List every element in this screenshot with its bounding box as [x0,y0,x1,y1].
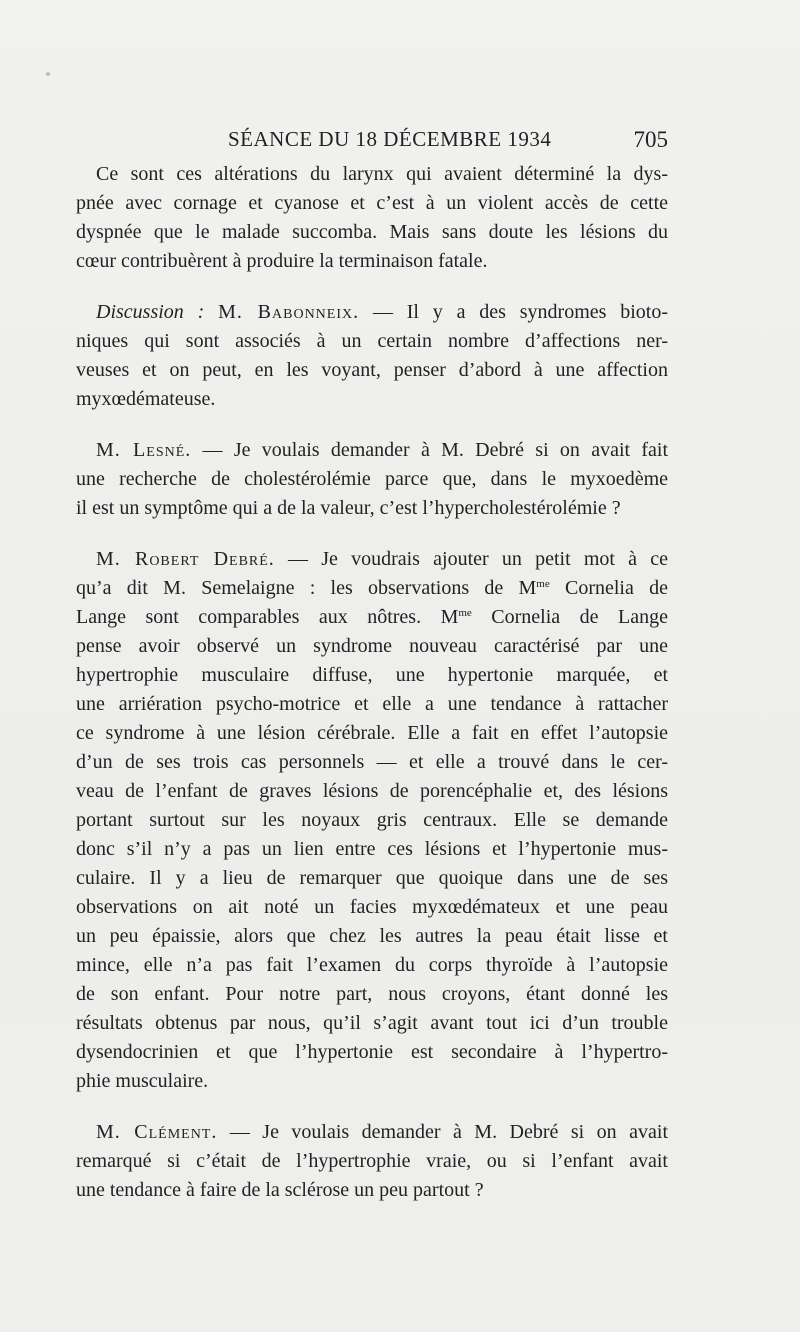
text-fragment: — Je voulais demander à M. Debré si on avait fait [191,439,669,461]
speaker-name: M. Robert Debré. [96,548,275,570]
superscript: me [536,578,550,590]
text-fragment: Cornelia de Lange [471,606,668,628]
text-line: de son enfant. Pour notre part, nous croyons, étant donné les [76,983,668,1005]
text-line: phie musculaire. [76,1070,209,1092]
text-fragment: Lange sont comparables aux nôtres. M [76,606,459,628]
paragraph-lesne [76,436,668,523]
text-line: mince, elle n’a pas fait l’examen du corps thyroïde à l’autopsie [76,954,668,976]
text-line: myxœdémateuse. [76,388,216,410]
text-fragment: Cornelia de [549,577,669,599]
text-line: Ce sont ces altérations du larynx qui avaient déterminé la dys- [96,163,668,185]
text-line: hypertrophie musculaire diffuse, une hypertonie marquée, et [76,664,668,686]
speaker-name: M. Babonneix. [218,301,360,323]
text-line: ce syndrome à une lésion cérébrale. Elle a fait en effet l’autopsie [76,722,668,744]
discussion-label: Discussion : [96,301,205,323]
paragraph-clement [76,1118,668,1205]
paragraph-debre [76,545,668,1096]
text-line: portant surtout sur les noyaux gris centraux. Elle se demande [76,809,668,831]
text-fragment: — Il y a des syndromes bioto- [359,301,668,323]
text-line: une recherche de cholestérolémie parce que, dans le myxoedème [76,468,668,490]
running-header [228,127,668,157]
paragraph-1 [76,160,668,276]
text-line [76,298,668,327]
text-line: pense avoir observé un syndrome nouveau caractérisé par une [76,635,668,657]
text-line: pnée avec cornage et cyanose et c’est à un violent accès de cette [76,192,668,214]
text-fragment: — Je voudrais ajouter un petit mot à ce [274,548,668,570]
body-text [76,160,668,1227]
text-line: cœur contribuèrent à produire la terminaison fatale. [76,250,488,272]
print-speck [46,72,50,76]
text-line: dyspnée que le malade succomba. Mais sans doute les lésions du [76,221,668,243]
text-fragment: — Je voulais demander à M. Debré si on avait [217,1121,668,1143]
text-line [76,545,668,574]
text-line: remarqué si c’était de l’hypertrophie vraie, ou si l’enfant avait [76,1150,668,1172]
text-line: veuses et on peut, en les voyant, penser d’abord à une affection [76,359,668,381]
text-line [76,1118,668,1147]
text-line [76,574,668,603]
speaker-name: M. Lesné. [96,439,192,461]
text-line: il est un symptôme qui a de la valeur, c’est l’hypercholestérolémie ? [76,497,621,519]
text-line: un peu épaissie, alors que chez les autres la peau était lisse et [76,925,668,947]
header-title: SÉANCE DU 18 DÉCEMBRE 1934 [228,127,552,151]
text-line: résultats obtenus par nous, qu’il s’agit avant tout ici d’un trouble [76,1012,668,1034]
text-line: une tendance à faire de la sclérose un peu partout ? [76,1179,484,1201]
text-line: donc s’il n’y a pas un lien entre ces lésions et l’hypertonie mus- [76,838,668,860]
speaker-name: M. Clément. [96,1121,218,1143]
text-line: culaire. Il y a lieu de remarquer que quoique dans une de ses [76,867,668,889]
superscript: me [458,607,472,619]
text-line: observations on ait noté un facies myxœdémateux et une peau [76,896,668,918]
text-fragment: qu’a dit M. Semelaigne : les observations de M [76,577,537,599]
text-line: une arriération psycho-motrice et elle a une tendance à rattacher [76,693,668,715]
text-line: niques qui sont associés à un certain nombre d’affections ner- [76,330,668,352]
text-line: veau de l’enfant de graves lésions de porencéphalie et, des lésions [76,780,668,802]
text-line: dysendocrinien et que l’hypertonie est secondaire à l’hypertro- [76,1041,668,1063]
text-line: d’un de ses trois cas personnels — et elle a trouvé dans le cer- [76,751,668,773]
paragraph-discussion [76,298,668,414]
text-line [76,603,668,632]
text-line [76,436,668,465]
page-number: 705 [633,127,668,152]
